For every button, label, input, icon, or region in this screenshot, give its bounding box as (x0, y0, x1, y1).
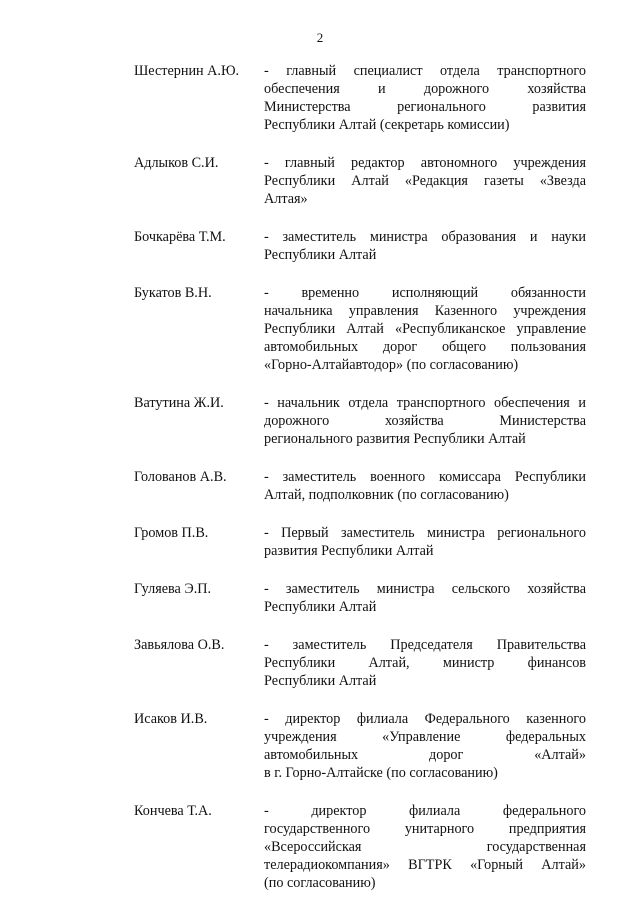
member-role-line: - главный специалист отдела транспортного (264, 63, 586, 79)
member-role (264, 228, 586, 264)
member-role-line: в г. Горно-Алтайске (по согласованию) (264, 765, 498, 781)
member-role-line: дорожного хозяйства Министерства (264, 413, 586, 429)
member-role-line: - заместитель министра образования и науки (264, 229, 586, 245)
member-name: Бочкарёва Т.М. (134, 229, 226, 245)
member-role (264, 468, 586, 504)
member-role-line: Алтай, подполковник (по согласованию) (264, 487, 509, 503)
member-role-line: Республики Алтай «Редакция газеты «Звезда (264, 173, 586, 189)
member-role-line: «Горно-Алтайавтодор» (по согласованию) (264, 357, 519, 373)
member-name: Букатов В.Н. (134, 285, 212, 301)
member-entry (134, 710, 590, 782)
member-role-line: учреждения «Управление федеральных (264, 729, 586, 745)
member-entry (134, 580, 590, 616)
member-role-line: Алтая» (264, 191, 308, 207)
commission-member-list (134, 62, 590, 912)
member-entry (134, 228, 590, 264)
page-number: 2 (316, 30, 324, 45)
member-name: Завьялова О.В. (134, 637, 225, 653)
member-role (264, 802, 586, 892)
member-role-line: Республики Алтай (секретарь комиссии) (264, 117, 510, 133)
member-role (264, 580, 586, 616)
member-name: Исаков И.В. (134, 711, 208, 727)
member-role-line: - заместитель военного комиссара Республики (264, 469, 586, 485)
member-entry (134, 802, 590, 892)
member-entry (134, 394, 590, 448)
member-name: Адлыков С.И. (134, 155, 219, 171)
member-role-line: - временно исполняющий обязанности (264, 285, 586, 301)
member-entry (134, 468, 590, 504)
member-role (264, 636, 586, 690)
member-role-line: Республики Алтай, министр финансов (264, 655, 586, 671)
member-entry (134, 524, 590, 560)
member-entry (134, 284, 590, 374)
member-name: Громов П.В. (134, 525, 209, 541)
member-role-line: - заместитель министра сельского хозяйства (264, 581, 586, 597)
member-role (264, 710, 586, 782)
member-role-line: обеспечения и дорожного хозяйства (264, 81, 586, 97)
member-name: Голованов А.В. (134, 469, 227, 485)
member-role-line: Республики Алтай (264, 599, 377, 615)
member-role (264, 284, 586, 374)
member-role (264, 524, 586, 560)
member-role (264, 394, 586, 448)
member-entry (134, 62, 590, 134)
member-role-line: Республики Алтай (264, 673, 377, 689)
member-role-line: автомобильных дорог общего пользования (264, 339, 586, 355)
member-role-line: - заместитель Председателя Правительства (264, 637, 586, 653)
member-entry (134, 636, 590, 690)
member-role-line: Республики Алтай «Республиканское управление (264, 321, 586, 337)
member-role-line: Министерства регионального развития (264, 99, 586, 115)
member-role-line: - директор филиала федерального (264, 803, 586, 819)
member-role-line: - главный редактор автономного учреждения (264, 155, 586, 171)
member-role-line: (по согласованию) (264, 875, 376, 891)
member-name: Шестернин А.Ю. (134, 63, 240, 79)
member-name: Гуляева Э.П. (134, 581, 212, 597)
member-role-line: - начальник отдела транспортного обеспечения и (264, 395, 586, 411)
member-role (264, 154, 586, 208)
member-role-line: начальника управления Казенного учреждения (264, 303, 586, 319)
member-role-line: автомобильных дорог «Алтай» (264, 747, 586, 763)
member-role-line: Республики Алтай (264, 247, 377, 263)
member-name: Кончева Т.А. (134, 803, 212, 819)
member-role-line: - Первый заместитель министра регионального (264, 525, 586, 541)
member-role-line: государственного унитарного предприятия (264, 821, 586, 837)
member-role-line: «Всероссийская государственная (264, 839, 586, 855)
member-role-line: телерадиокомпания» ВГТРК «Горный Алтай» (264, 857, 586, 873)
member-name: Ватутина Ж.И. (134, 395, 224, 411)
member-role-line: - директор филиала Федерального казенного (264, 711, 586, 727)
member-role-line: регионального развития Республики Алтай (264, 431, 526, 447)
member-role-line: развития Республики Алтай (264, 543, 434, 559)
member-entry (134, 154, 590, 208)
member-role (264, 62, 586, 134)
